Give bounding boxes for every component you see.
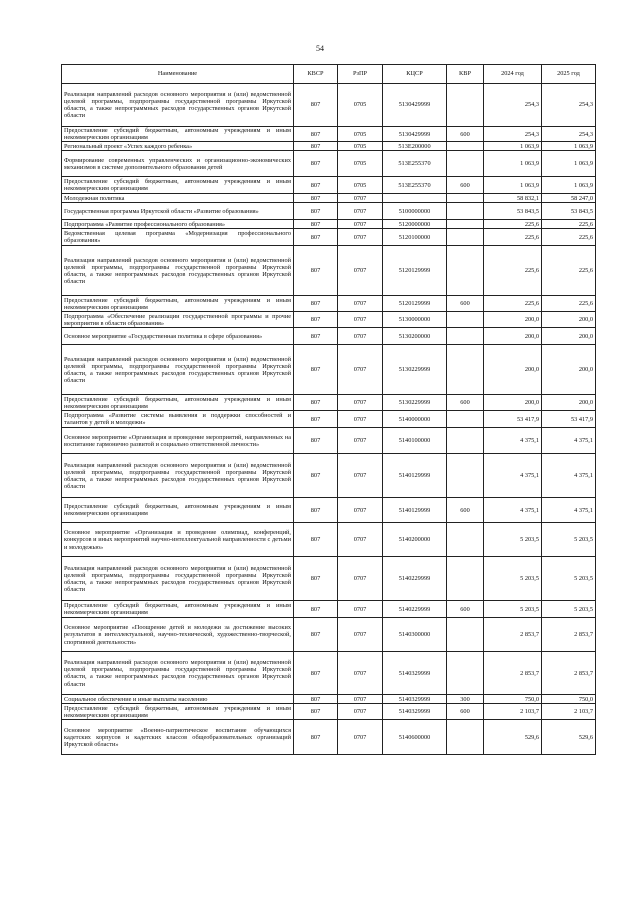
row-name: Реализация направлений расходов основного мероприятия и (или) ведомственной целевой программы, подпрограммы государственной программы Иркутской области, а также непрограммных расходов государственных органов Иркутской области: [62, 652, 294, 695]
row-amount-2025: 2 853,7: [542, 652, 596, 695]
row-kvsr: 807: [294, 203, 338, 220]
row-rzpr: 0707: [338, 428, 383, 454]
header-name: Наименование: [62, 65, 294, 84]
table-row: [62, 194, 596, 203]
row-kvr: [447, 454, 484, 498]
row-rzpr: 0707: [338, 203, 383, 220]
row-kcsr: 5140329999: [383, 652, 447, 695]
table-row: [62, 203, 596, 220]
row-kvr: [447, 557, 484, 601]
row-name: Реализация направлений расходов основного мероприятия и (или) ведомственной целевой программы, подпрограммы государственной программы Иркутской области, а также непрограммных расходов государственных органов Иркутской области: [62, 246, 294, 296]
row-kvr: [447, 428, 484, 454]
row-amount-2024: 200,0: [484, 345, 542, 395]
row-amount-2025: 5 203,5: [542, 601, 596, 618]
row-amount-2025: 5 203,5: [542, 523, 596, 557]
row-amount-2025: 4 375,1: [542, 454, 596, 498]
table-row: [62, 557, 596, 601]
table-row: [62, 312, 596, 328]
row-kvsr: 807: [294, 652, 338, 695]
row-kvsr: 807: [294, 229, 338, 246]
header-kvr: КВР: [447, 65, 484, 84]
row-amount-2025: 53 843,5: [542, 203, 596, 220]
table-row: [62, 601, 596, 618]
row-rzpr: 0707: [338, 601, 383, 618]
row-amount-2024: 225,6: [484, 246, 542, 296]
row-kvsr: 807: [294, 194, 338, 203]
row-kvr: 600: [447, 704, 484, 720]
row-amount-2024: 2 103,7: [484, 704, 542, 720]
row-kcsr: 5140600000: [383, 720, 447, 755]
row-kvsr: 807: [294, 220, 338, 229]
header-kcsr: КЦСР: [383, 65, 447, 84]
row-name: Предоставление субсидий бюджетным, автономным учреждениям и иным некоммерческим организациям: [62, 127, 294, 142]
row-rzpr: 0707: [338, 454, 383, 498]
row-amount-2024: 2 853,7: [484, 618, 542, 652]
row-kcsr: 5140100000: [383, 428, 447, 454]
row-kvr: [447, 523, 484, 557]
row-amount-2024: 1 063,9: [484, 151, 542, 177]
row-rzpr: 0705: [338, 142, 383, 151]
table-row: [62, 328, 596, 345]
row-rzpr: 0705: [338, 151, 383, 177]
row-amount-2024: 254,3: [484, 84, 542, 127]
row-kvr: [447, 151, 484, 177]
row-kvr: 600: [447, 296, 484, 312]
row-kvsr: 807: [294, 523, 338, 557]
row-kvr: [447, 229, 484, 246]
row-name: Предоставление субсидий бюджетным, автономным учреждениям и иным некоммерческим организациям: [62, 601, 294, 618]
row-kcsr: 5130000000: [383, 312, 447, 328]
row-name: Реализация направлений расходов основного мероприятия и (или) ведомственной целевой программы, подпрограммы государственной программы Иркутской области, а также непрограммных расходов государственных органов Иркутской области: [62, 557, 294, 601]
row-kcsr: 513E255370: [383, 177, 447, 194]
table-row: [62, 652, 596, 695]
row-amount-2024: 225,6: [484, 229, 542, 246]
row-rzpr: 0707: [338, 498, 383, 523]
table-row: [62, 720, 596, 755]
row-rzpr: 0707: [338, 246, 383, 296]
row-amount-2024: 5 203,5: [484, 523, 542, 557]
row-name: Реализация направлений расходов основного мероприятия и (или) ведомственной целевой программы, подпрограммы государственной программы Иркутской области, а также непрограммных расходов государственных органов Иркутской области: [62, 454, 294, 498]
row-kcsr: 5120129999: [383, 246, 447, 296]
row-name: Предоставление субсидий бюджетным, автономным учреждениям и иным некоммерческим организациям: [62, 498, 294, 523]
row-amount-2024: 1 063,9: [484, 177, 542, 194]
row-rzpr: 0707: [338, 345, 383, 395]
row-rzpr: 0707: [338, 229, 383, 246]
table-row: [62, 395, 596, 411]
row-amount-2024: 225,6: [484, 220, 542, 229]
row-name: Основное мероприятие «Государственная политика в сфере образования»: [62, 328, 294, 345]
row-name: Региональный проект «Успех каждого ребенка»: [62, 142, 294, 151]
row-rzpr: 0707: [338, 220, 383, 229]
row-rzpr: 0707: [338, 395, 383, 411]
row-amount-2024: 2 853,7: [484, 652, 542, 695]
row-name: Предоставление субсидий бюджетным, автономным учреждениям и иным некоммерческим организациям: [62, 395, 294, 411]
row-kvsr: 807: [294, 498, 338, 523]
row-amount-2025: 2 853,7: [542, 618, 596, 652]
row-kvsr: 807: [294, 395, 338, 411]
row-kvr: 300: [447, 695, 484, 704]
row-kvsr: 807: [294, 720, 338, 755]
row-name: Государственная программа Иркутской области «Развитие образования»: [62, 203, 294, 220]
row-rzpr: 0705: [338, 177, 383, 194]
row-kcsr: 513E255370: [383, 151, 447, 177]
row-amount-2025: 53 417,9: [542, 411, 596, 428]
row-kvr: 600: [447, 498, 484, 523]
row-amount-2024: 200,0: [484, 328, 542, 345]
row-kvr: [447, 246, 484, 296]
row-amount-2024: 4 375,1: [484, 454, 542, 498]
row-rzpr: 0707: [338, 296, 383, 312]
row-rzpr: 0707: [338, 411, 383, 428]
row-rzpr: 0707: [338, 720, 383, 755]
row-name: Формирование современных управленческих и организационно-экономических механизмов в системе дополнительного образования детей: [62, 151, 294, 177]
row-kcsr: 5140129999: [383, 498, 447, 523]
row-amount-2024: 53 843,5: [484, 203, 542, 220]
row-amount-2025: 225,6: [542, 220, 596, 229]
table-row: [62, 704, 596, 720]
row-kvsr: 807: [294, 84, 338, 127]
row-kvsr: 807: [294, 151, 338, 177]
row-name: Подпрограмма «Обеспечение реализации государственной программы и прочие мероприятия в области образования»: [62, 312, 294, 328]
row-kvr: 600: [447, 177, 484, 194]
row-kcsr: [383, 194, 447, 203]
row-amount-2024: 200,0: [484, 395, 542, 411]
row-kvsr: 807: [294, 704, 338, 720]
row-kvr: [447, 328, 484, 345]
header-kvsr: КВСР: [294, 65, 338, 84]
row-kcsr: 5140329999: [383, 704, 447, 720]
row-name: Основное мероприятие «Поощрение детей и молодежи за достижение высоких результатов в интеллектуальной, научно-технической, художественно-творческой, спортивной деятельности»: [62, 618, 294, 652]
row-kcsr: 5130229999: [383, 345, 447, 395]
row-amount-2025: 225,6: [542, 229, 596, 246]
row-kvsr: 807: [294, 127, 338, 142]
row-amount-2024: 4 375,1: [484, 498, 542, 523]
row-name: Реализация направлений расходов основного мероприятия и (или) ведомственной целевой программы, подпрограммы государственной программы Иркутской области, а также непрограммных расходов государственных органов Иркутской области: [62, 84, 294, 127]
table-row: [62, 345, 596, 395]
row-name: Предоставление субсидий бюджетным, автономным учреждениям и иным некоммерческим организациям: [62, 177, 294, 194]
table-row: [62, 151, 596, 177]
row-kcsr: 5140229999: [383, 601, 447, 618]
table-row: [62, 220, 596, 229]
row-amount-2025: 200,0: [542, 328, 596, 345]
row-kvr: 600: [447, 127, 484, 142]
row-amount-2024: 529,6: [484, 720, 542, 755]
row-amount-2024: 58 832,1: [484, 194, 542, 203]
row-rzpr: 0707: [338, 328, 383, 345]
table-row: [62, 142, 596, 151]
table-row: [62, 229, 596, 246]
table-row: [62, 84, 596, 127]
row-kcsr: 5120100000: [383, 229, 447, 246]
row-kvsr: 807: [294, 601, 338, 618]
row-name: Реализация направлений расходов основного мероприятия и (или) ведомственной целевой программы, подпрограммы государственной программы Иркутской области, а также непрограммных расходов государственных органов Иркутской области: [62, 345, 294, 395]
table-header-row: [62, 65, 596, 84]
row-kcsr: 5130429999: [383, 84, 447, 127]
row-name: Социальное обеспечение и иные выплаты населению: [62, 695, 294, 704]
row-kcsr: 5140229999: [383, 557, 447, 601]
row-amount-2025: 2 103,7: [542, 704, 596, 720]
row-amount-2025: 58 247,0: [542, 194, 596, 203]
row-amount-2025: 1 063,9: [542, 151, 596, 177]
row-amount-2025: 1 063,9: [542, 177, 596, 194]
row-kvr: [447, 203, 484, 220]
row-kvsr: 807: [294, 557, 338, 601]
row-amount-2024: 225,6: [484, 296, 542, 312]
row-kvsr: 807: [294, 312, 338, 328]
row-rzpr: 0707: [338, 557, 383, 601]
row-amount-2025: 750,0: [542, 695, 596, 704]
row-kcsr: 5100000000: [383, 203, 447, 220]
row-amount-2025: 5 203,5: [542, 557, 596, 601]
row-kvr: [447, 618, 484, 652]
row-kvr: [447, 411, 484, 428]
row-amount-2025: 225,6: [542, 246, 596, 296]
row-amount-2025: 529,6: [542, 720, 596, 755]
budget-table: [61, 64, 596, 755]
row-rzpr: 0707: [338, 695, 383, 704]
row-amount-2025: 1 063,9: [542, 142, 596, 151]
row-amount-2024: 5 203,5: [484, 601, 542, 618]
row-kvsr: 807: [294, 454, 338, 498]
row-kvr: 600: [447, 395, 484, 411]
row-amount-2024: 200,0: [484, 312, 542, 328]
row-rzpr: 0707: [338, 618, 383, 652]
row-kvsr: 807: [294, 428, 338, 454]
row-amount-2024: 53 417,9: [484, 411, 542, 428]
row-amount-2025: 200,0: [542, 345, 596, 395]
row-amount-2024: 1 063,9: [484, 142, 542, 151]
row-amount-2025: 4 375,1: [542, 498, 596, 523]
row-name: Основное мероприятие «Организация и проведение мероприятий, направленных на воспитание гармонично развитой и социально ответственной личности»: [62, 428, 294, 454]
row-kcsr: 5140329999: [383, 695, 447, 704]
row-kvr: [447, 194, 484, 203]
row-kvsr: 807: [294, 695, 338, 704]
row-kcsr: 5140300000: [383, 618, 447, 652]
row-amount-2024: 254,3: [484, 127, 542, 142]
row-kvsr: 807: [294, 345, 338, 395]
row-rzpr: 0707: [338, 312, 383, 328]
row-kvr: 600: [447, 601, 484, 618]
row-kcsr: 5140000000: [383, 411, 447, 428]
row-name: Основное мероприятие «Военно-патриотическое воспитание обучающихся кадетских корпусов и кадетских классов общеобразовательных организаций Иркутской области»: [62, 720, 294, 755]
row-amount-2024: 5 203,5: [484, 557, 542, 601]
row-amount-2024: 4 375,1: [484, 428, 542, 454]
row-kcsr: 5130200000: [383, 328, 447, 345]
table-row: [62, 177, 596, 194]
row-kcsr: 5120129999: [383, 296, 447, 312]
row-kcsr: 5140200000: [383, 523, 447, 557]
row-kvr: [447, 220, 484, 229]
row-rzpr: 0707: [338, 704, 383, 720]
row-name: Основное мероприятие «Организация и проведение олимпиад, конференций, конкурсов и иных мероприятий научно-интеллектуальной направленности с детьми и молодежью»: [62, 523, 294, 557]
page-number: 54: [316, 44, 324, 53]
row-name: Ведомственная целевая программа «Модернизация профессионального образования»: [62, 229, 294, 246]
row-rzpr: 0707: [338, 194, 383, 203]
row-kvr: [447, 720, 484, 755]
row-kvsr: 807: [294, 411, 338, 428]
row-kvr: [447, 345, 484, 395]
row-amount-2025: 4 375,1: [542, 428, 596, 454]
row-name: Предоставление субсидий бюджетным, автономным учреждениям и иным некоммерческим организациям: [62, 704, 294, 720]
row-kvsr: 807: [294, 296, 338, 312]
table-row: [62, 428, 596, 454]
row-amount-2025: 254,3: [542, 127, 596, 142]
row-kvsr: 807: [294, 246, 338, 296]
row-amount-2025: 254,3: [542, 84, 596, 127]
row-name: Подпрограмма «Развитие системы выявления и поддержки способностей и талантов у детей и молодежи»: [62, 411, 294, 428]
table-row: [62, 498, 596, 523]
header-2025: 2025 год: [542, 65, 596, 84]
row-name: Предоставление субсидий бюджетным, автономным учреждениям и иным некоммерческим организациям: [62, 296, 294, 312]
header-rzpr: РзПР: [338, 65, 383, 84]
row-kvr: [447, 652, 484, 695]
table-row: [62, 454, 596, 498]
row-name: Подпрограмма «Развитие профессионального образования»: [62, 220, 294, 229]
row-amount-2024: 750,0: [484, 695, 542, 704]
row-amount-2025: 200,0: [542, 395, 596, 411]
row-kvsr: 807: [294, 618, 338, 652]
row-kcsr: 5130429999: [383, 127, 447, 142]
row-rzpr: 0705: [338, 127, 383, 142]
row-rzpr: 0705: [338, 84, 383, 127]
table-row: [62, 127, 596, 142]
row-rzpr: 0707: [338, 523, 383, 557]
table-row: [62, 695, 596, 704]
row-kcsr: 5130229999: [383, 395, 447, 411]
row-kvr: [447, 142, 484, 151]
row-rzpr: 0707: [338, 652, 383, 695]
row-amount-2025: 200,0: [542, 312, 596, 328]
row-kcsr: 5140129999: [383, 454, 447, 498]
row-kvr: [447, 312, 484, 328]
row-name: Молодежная политика: [62, 194, 294, 203]
row-kvsr: 807: [294, 142, 338, 151]
table-row: [62, 296, 596, 312]
row-kcsr: 513E200000: [383, 142, 447, 151]
header-2024: 2024 год: [484, 65, 542, 84]
table-row: [62, 246, 596, 296]
table-row: [62, 618, 596, 652]
row-amount-2025: 225,6: [542, 296, 596, 312]
row-kvsr: 807: [294, 177, 338, 194]
row-kcsr: 5120000000: [383, 220, 447, 229]
table-row: [62, 411, 596, 428]
table-row: [62, 523, 596, 557]
row-kvsr: 807: [294, 328, 338, 345]
row-kvr: [447, 84, 484, 127]
